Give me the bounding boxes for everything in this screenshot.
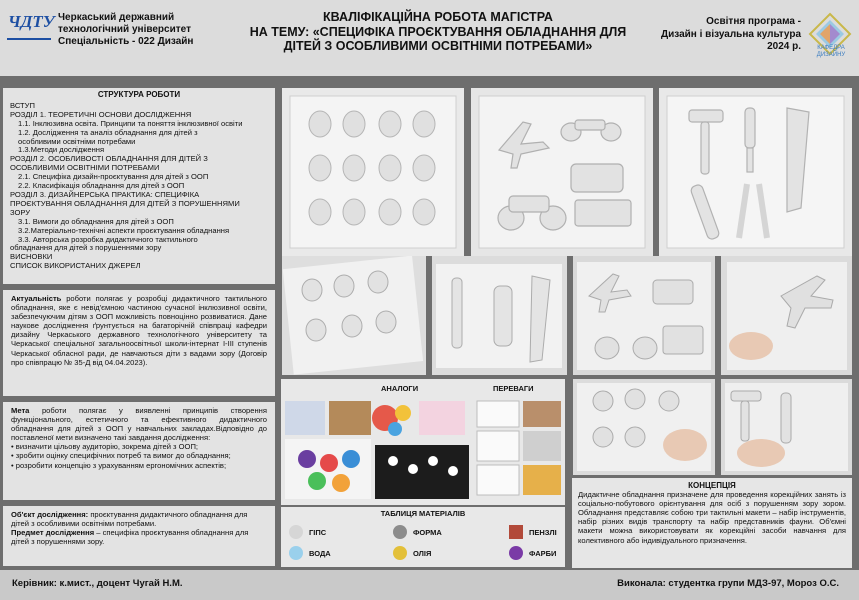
actuality-text: роботи полягає у розробці дидактичного тактильного обладнання, яке є невід'ємною частиною сучасної інклюзивної освіти, забезпечуючим дітям з ООП можливість повноцінно розвиватися. Дане наукове дослідження ґрунтується на багаторічній співпраці кафедри дизайну Черкаського державного технологічного університету та Черкаської спеціальної загальноосвітньої школи-інтернат І-ІІІ ступенів Черкаської обласної ради, де навчаються діти з вадами зору (Договір про співпрацю № 35-Д від 04.04.2023). [11, 294, 267, 367]
structure-line: ПРОЄКТУВАННЯ ОБЛАДНАННЯ ДЛЯ ДІТЕЙ З ПОРУШЕННЯМИ [10, 198, 240, 208]
title-line: НА ТЕМУ: «СПЕЦИФІКА ПРОЄКТУВАННЯ ОБЛАДНАННЯ ДЛЯ [249, 24, 627, 39]
structure-line: особливими освітніми потребами [18, 136, 136, 146]
structure-line: ОСОБЛИВИМИ ОСВІТНІМИ ПОТРЕБАМИ [10, 163, 160, 173]
specialty-line: Спеціальність - 022 Дизайн [58, 36, 194, 47]
actuality-label: Актуальність [11, 294, 62, 303]
subject-text: – специфіка проєктування обладнання для дітей з порушеннями зору. [11, 528, 249, 547]
structure-line: СПИСОК ВИКОРИСТАНИХ ДЖЕРЕЛ [10, 261, 141, 271]
photo-fauna-set [282, 88, 464, 256]
paint-icon [509, 546, 523, 560]
goal-bullet: • зробити оцінку специфічних потреб та вимог до обладнання; [11, 451, 231, 461]
advantages-title: ПЕРЕВАГИ [493, 384, 534, 393]
goal-bullet-text: розробити концепцію з урахуванням ергономічних аспектів; [15, 460, 227, 470]
logo-underline [7, 38, 51, 40]
water-icon [289, 546, 303, 560]
program-line: Освітня програма - [706, 16, 801, 27]
concept-panel [572, 478, 852, 568]
structure-list [10, 102, 268, 271]
material-brushes: ПЕНЗЛІ [529, 528, 557, 537]
footer [0, 570, 859, 600]
dept-logo-line: КАФЕДРА [817, 45, 845, 51]
material-water: ВОДА [309, 549, 331, 558]
structure-line: 1.2. Дослідження та аналіз обладнання для дітей з [18, 127, 198, 137]
object-panel [3, 506, 275, 566]
goal-bullet-text: зробити оцінку специфічних потреб та вимог до обладнання; [15, 451, 231, 461]
university-logo: ЧДТУ [8, 12, 55, 31]
subject-label: Предмет дослідження [11, 528, 95, 538]
program-line: Дизайн і візуальна культура [660, 28, 801, 40]
university-name [58, 12, 193, 48]
poster-title [238, 10, 638, 54]
goal-text: роботи полягає у виявленні принципів створення функціонального, естетичного та ефективного дидактичного обладнання для дітей з ООП у навчальних закладах.Відповідно до поставленої мети визначено такі завдання дослідження: [11, 406, 267, 443]
goal-bullet-text: визначити цільову аудиторію, зокрема дітей з ООП; [15, 442, 199, 452]
material-mold: ФОРМА [413, 528, 442, 537]
university-line: технологічний університет [58, 24, 191, 35]
photo-tools-set [659, 88, 852, 256]
photo-fauna-hands [282, 256, 426, 375]
materials-title: ТАБЛИЦЯ МАТЕРІАЛІВ [380, 509, 466, 518]
title-line: ДІТЕЙ З ОСОБЛИВИМИ ОСВІТНІМИ ПОТРЕБАМИ» [283, 39, 593, 53]
supervisor: Керівник: к.мист., доцент Чугай Н.М. [12, 578, 183, 589]
structure-line: ВСТУП [10, 100, 35, 110]
goal-label: Мета [11, 406, 30, 415]
goal-panel [3, 402, 275, 500]
goal-bullet: • розробити концепцію з урахуванням ергономічних аспектів; [11, 460, 227, 470]
photo-transport-hands [721, 256, 852, 375]
structure-panel [3, 88, 275, 284]
goal-bullet: • визначити цільову аудиторію, зокрема дітей з ООП; [11, 442, 199, 452]
structure-line: 3.2.Матеріально-технічні аспекти проєктування обладнання [18, 225, 230, 235]
structure-line: РОЗДІЛ 3. ДИЗАЙНЕРСЬКА ПРАКТИКА: СПЕЦИФІКА [10, 189, 200, 199]
object-label: Об'єкт дослідження: [11, 510, 89, 519]
actuality-panel [3, 290, 275, 396]
title-line: КВАЛІФІКАЦІЙНА РОБОТА МАГІСТРА [323, 10, 553, 24]
structure-line: 3.1. Вимоги до обладнання для дітей з ООП [18, 216, 174, 226]
photo-tools-angle [432, 256, 567, 375]
program-info [661, 16, 801, 54]
analogs-title: АНАЛОГИ [381, 384, 419, 393]
material-gypsum: ГІПС [309, 528, 327, 537]
material-paints: ФАРБИ [529, 549, 557, 558]
structure-line: 1.3.Методи дослідження [18, 145, 105, 155]
structure-line: 1.1. Інклюзивна освіта. Принципи та поняття інклюзивної освіти [18, 118, 243, 128]
structure-line: ВИСНОВКИ [10, 252, 53, 262]
header [0, 0, 859, 76]
photo-transport-set [471, 88, 653, 256]
structure-title: СТРУКТУРА РОБОТИ [97, 90, 181, 99]
year-line: 2024 р. [767, 41, 801, 52]
structure-line: 2.1. Специфіка дизайн-проєктування для дітей з ООП [18, 172, 209, 182]
concept-title: КОНЦЕПЦІЯ [688, 481, 736, 490]
materials-panel [281, 507, 565, 567]
structure-line: 2.2. Класифікація обладнання для дітей з ООП [18, 181, 185, 191]
mold-icon [393, 525, 407, 539]
analogs-panel [281, 379, 565, 505]
object-block [11, 510, 267, 528]
structure-line: РОЗДІЛ 2. ОСОБЛИВОСТІ ОБЛАДНАННЯ ДЛЯ ДІТЕЙ З [10, 154, 208, 164]
structure-line: РОЗДІЛ 1. ТЕОРЕТИЧНІ ОСНОВИ ДОСЛІДЖЕННЯ [10, 109, 192, 119]
brush-icon [509, 525, 523, 539]
structure-line: 3.3. Авторська розробка дидактичного тактильного [18, 234, 198, 244]
subject-block [11, 528, 267, 546]
object-text: проєктування дидактичного обладнання для дітей з особливими освітніми потребами. [11, 510, 248, 529]
photo-tools-touch [721, 379, 852, 475]
concept-text: Дидактичне обладнання призначене для проведення корекційних занять із соціально-побутового орієнтування для осіб з порушенням зору зором. Обладнання представляє собою три тактильні макети – набір інструментів, набір різних видів транспорту та набір представників фауни. Об'ємні макети можна використовувати як корекційні засоби навчання для колективного або індивідуального призначення. [578, 490, 846, 545]
department-logo-text [805, 45, 857, 58]
material-oil: ОЛІЯ [413, 549, 432, 558]
dept-logo-line: ДИЗАЙНУ [816, 51, 846, 58]
author: Виконала: студентка групи МДЗ-97, Мороз О.С. [617, 578, 839, 589]
structure-line: ЗОРУ [10, 207, 31, 217]
oil-icon [393, 546, 407, 560]
photo-transport-angle [573, 256, 715, 375]
gypsum-icon [289, 525, 303, 539]
photo-fauna-touch [573, 379, 715, 475]
university-line: Черкаський державний [58, 12, 175, 23]
structure-line: обладнання для дітей з порушеннями зору [10, 243, 162, 253]
